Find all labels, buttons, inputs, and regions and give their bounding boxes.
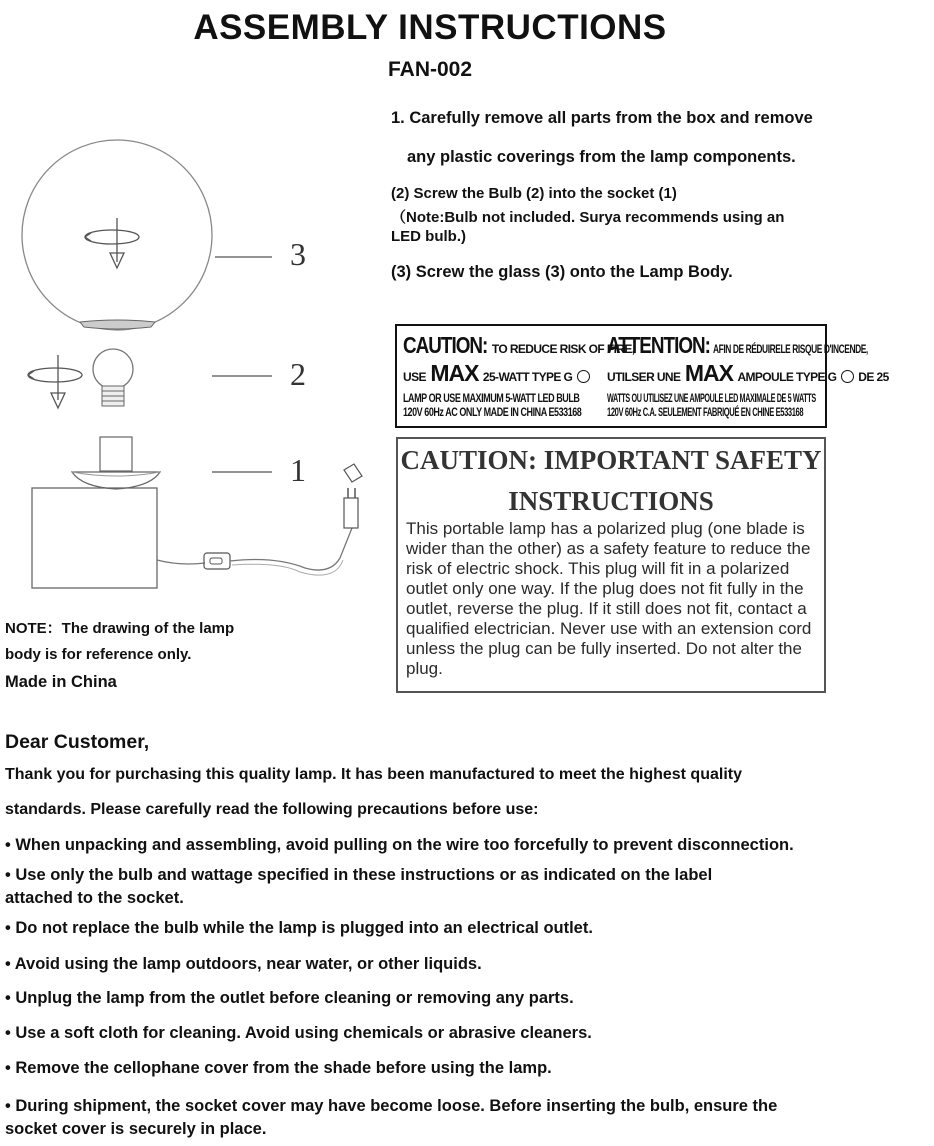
bullet-soft-cloth: • Use a soft cloth for cleaning. Avoid using chemicals or abrasive cleaners. [5, 1024, 592, 1042]
safety-body-text: This portable lamp has a polarized plug (one blade is wider than the other) as a safety feature to reduce the risk of electric shock. This plug will fit in a polarized outlet only one way. If the plug does not fit fully in the outlet, reverse the plug. If it still does not fit, contact a qualified electrician. Never use with an extension cord unless the plug can be fully inserted. Do not alter the plug. [406, 519, 812, 678]
bullet-bulb-wattage-line-2 [5, 889, 184, 908]
caution-label-french [607, 332, 889, 419]
part-label-3: 3 [290, 236, 306, 272]
label-voltage-line-fr: 120V 60Hz C.A. SEULEMENT FABRIQUÉ EN CHINE E533168 [607, 405, 804, 419]
made-in-china: Made in China [5, 673, 117, 691]
label-max: MAX [430, 360, 479, 386]
part-label-2: 2 [290, 356, 306, 392]
bullet-unpacking: • When unpacking and assembling, avoid pulling on the wire too forcefully to prevent disconnection. [5, 836, 794, 854]
rotate-arrow-icon [85, 218, 139, 268]
bullet-bulb-wattage-line-2-text: attached to the socket. [5, 889, 184, 907]
intro-line-2: standards. Please carefully read the following precautions before use: [5, 801, 539, 818]
label-utilser: UTILSER UNE [607, 370, 681, 384]
part-label-1: 1 [290, 452, 306, 488]
note-line-2: body is for reference only. [5, 646, 192, 663]
step-1-line-1: 1. Carefully remove all parts from the box and remove [391, 109, 813, 127]
safety-title-line-1: CAUTION: IMPORTANT SAFETY [400, 445, 822, 475]
label-de-25: DE 25 [858, 370, 889, 384]
caution-label-english [403, 332, 635, 419]
attention-heading-tail: AFIN DE RÉDUIRELE RISQUE D'INCENDE, [712, 342, 868, 356]
intro-line-1: Thank you for purchasing this quality lamp. It has been manufactured to meet the highest quality [5, 766, 742, 783]
bulb-icon [577, 370, 590, 383]
label-led-line: LAMP OR USE MAXIMUM 5-WATT LED BULB [403, 391, 580, 405]
model-number: FAN-002 [387, 58, 473, 81]
bullet-unplug: • Unplug the lamp from the outlet before cleaning or removing any parts. [5, 989, 574, 1007]
step-2-line-2: （Note:Bulb not included. Surya recommends using an [391, 209, 785, 226]
label-use: USE [403, 370, 426, 384]
bulb-drawing [93, 349, 133, 406]
step-3: (3) Screw the glass (3) onto the Lamp Body. [391, 263, 733, 281]
safety-instructions-box [396, 437, 826, 693]
bullet-replace-bulb: • Do not replace the bulb while the lamp is plugged into an electrical outlet. [5, 919, 593, 937]
bulb-icon [841, 370, 854, 383]
caution-heading: CAUTION: [403, 332, 488, 358]
label-max-fr: MAX [684, 360, 733, 386]
bullet-bulb-wattage-line-1: • Use only the bulb and wattage specified in these instructions or as indicated on the label [5, 866, 713, 884]
step-1-line-2: any plastic coverings from the lamp components. [407, 148, 796, 166]
lamp-exploded-diagram [0, 140, 380, 610]
label-wattage: 25-WATT TYPE G [482, 370, 573, 384]
caution-heading-tail: TO REDUCE RISK OF FIRE, [491, 342, 635, 356]
label-led-line-fr: WATTS OU UTILISEZ UNE AMPOULE LED MAXIMALE DE 5 WATTS [607, 391, 816, 405]
lamp-body-drawing [32, 437, 362, 588]
label-voltage-line: 120V 60Hz AC ONLY MADE IN CHINA E533168 [403, 405, 582, 419]
document-title: ASSEMBLY INSTRUCTIONS [193, 8, 667, 47]
step-2-line-3: LED bulb.) [391, 228, 466, 245]
rotate-arrow-icon [28, 355, 82, 408]
step-2-line-1: (2) Screw the Bulb (2) into the socket (1) [391, 185, 677, 202]
bullet-shipment-line-1: • During shipment, the socket cover may have become loose. Before inserting the bulb, ensure the [5, 1097, 778, 1115]
bullet-outdoors: • Avoid using the lamp outdoors, near water, or other liquids. [5, 955, 482, 973]
caution-label [395, 324, 889, 428]
greeting: Dear Customer, [5, 731, 150, 753]
attention-heading: ATTENTION: [607, 332, 710, 358]
safety-title-line-2: INSTRUCTIONS [508, 486, 714, 516]
label-ampoule: AMPOULE TYPE G [737, 370, 837, 384]
note-line-1: NOTE：The drawing of the lamp [5, 620, 235, 637]
bullet-cellophane: • Remove the cellophane cover from the shade before using the lamp. [5, 1059, 552, 1077]
bullet-shipment-line-2: socket cover is securely in place. [5, 1120, 267, 1138]
